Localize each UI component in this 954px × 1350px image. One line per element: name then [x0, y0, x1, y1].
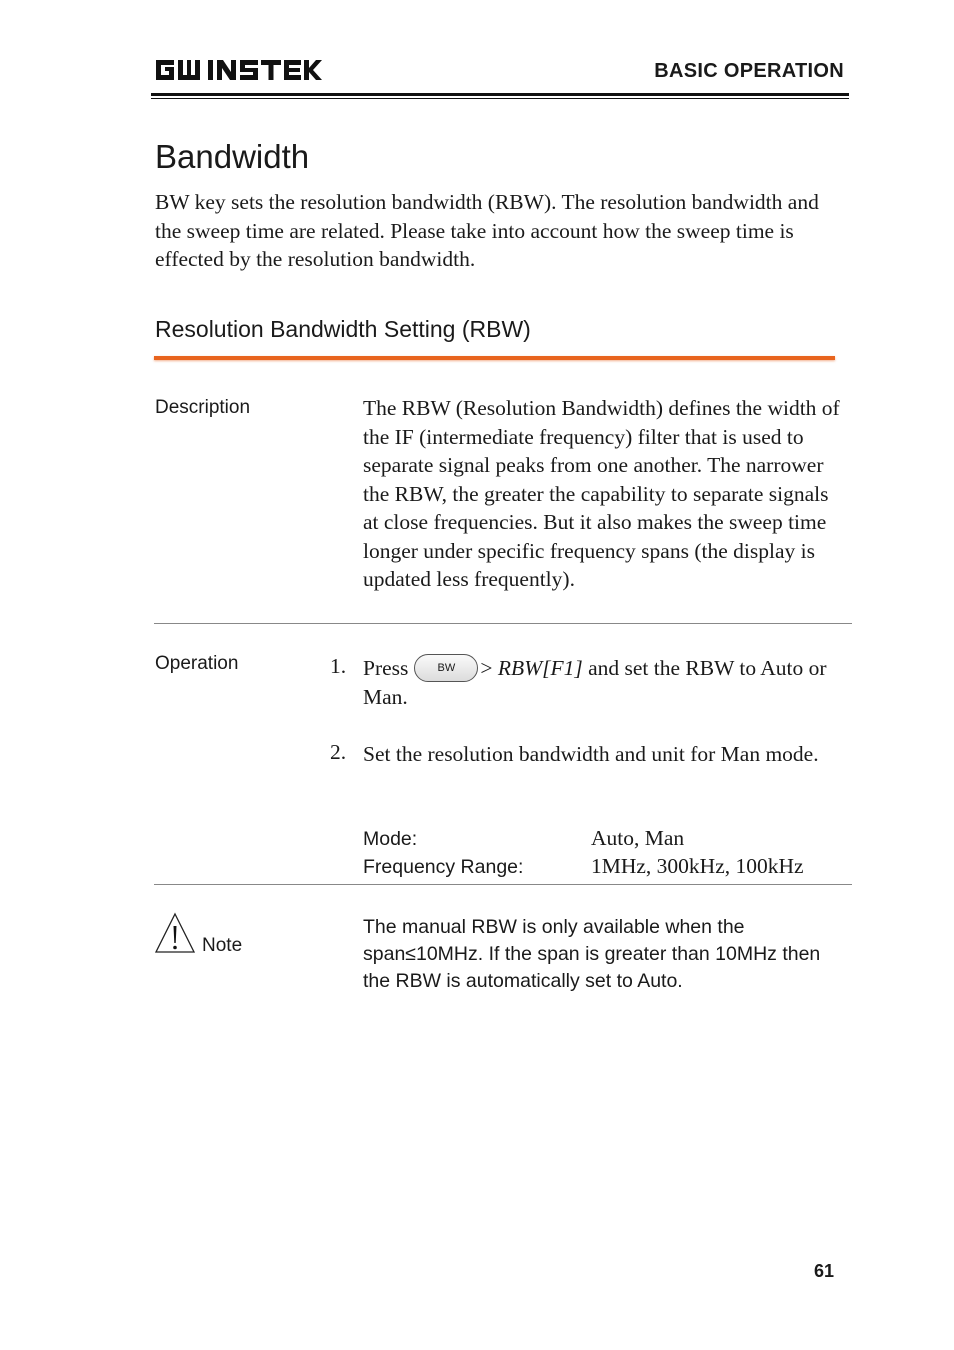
bw-key-button[interactable]: BW [414, 654, 478, 682]
warning-icon [154, 912, 196, 954]
operation-label: Operation [155, 653, 239, 674]
step-1-text [363, 654, 843, 711]
step-2-number: 2. [330, 740, 347, 764]
step-2-text: Set the resolution bandwidth and unit for Man mode. [363, 742, 819, 766]
page-number: 61 [813, 1261, 834, 1281]
header-rule-thin [151, 98, 849, 99]
step-1-softkey: RBW[F1] [497, 656, 583, 680]
header-rule [151, 93, 849, 96]
page-title: Bandwidth [155, 138, 310, 175]
row-divider [154, 623, 852, 624]
gw-instek-logo [154, 56, 324, 84]
intro-paragraph: BW key sets the resolution bandwidth (RBW). The resolution bandwidth and the sweep time are related. Please take into account how the sweep time is effected by the resolution bandwidth. [155, 190, 819, 271]
step-1-press: Press [363, 656, 409, 680]
frequency-range-value: 1MHz, 300kHz, 100kHz [591, 854, 804, 878]
row-divider [154, 884, 852, 885]
mode-value: Auto, Man [591, 826, 685, 850]
mode-label: Mode: [363, 828, 418, 850]
subsection-accent-rule [154, 356, 835, 360]
description-text: The RBW (Resolution Bandwidth) defines the width of the IF (intermediate frequency) filter that is used to separate signal peaks from one another. The narrower the RBW, the greater the capability to separate signals at close frequencies. But it also makes the sweep time longer under specific frequency spans (the display is updated less frequently). [363, 396, 840, 591]
frequency-range-label: Frequency Range: [363, 856, 524, 878]
step-1-rest: and set the RBW to Auto or Man. [363, 656, 827, 709]
section-label: BASIC OPERATION [654, 60, 844, 82]
step-1-number: 1. [330, 654, 347, 678]
subsection-title: Resolution Bandwidth Setting (RBW) [155, 316, 531, 342]
description-label: Description [155, 397, 251, 418]
note-text: The manual RBW is only available when the span≤10MHz. If the span is greater than 10MHz then the RBW is automatically set to Auto. [363, 916, 821, 992]
note-label: Note [202, 935, 243, 956]
step-1-gt: > [480, 656, 493, 680]
